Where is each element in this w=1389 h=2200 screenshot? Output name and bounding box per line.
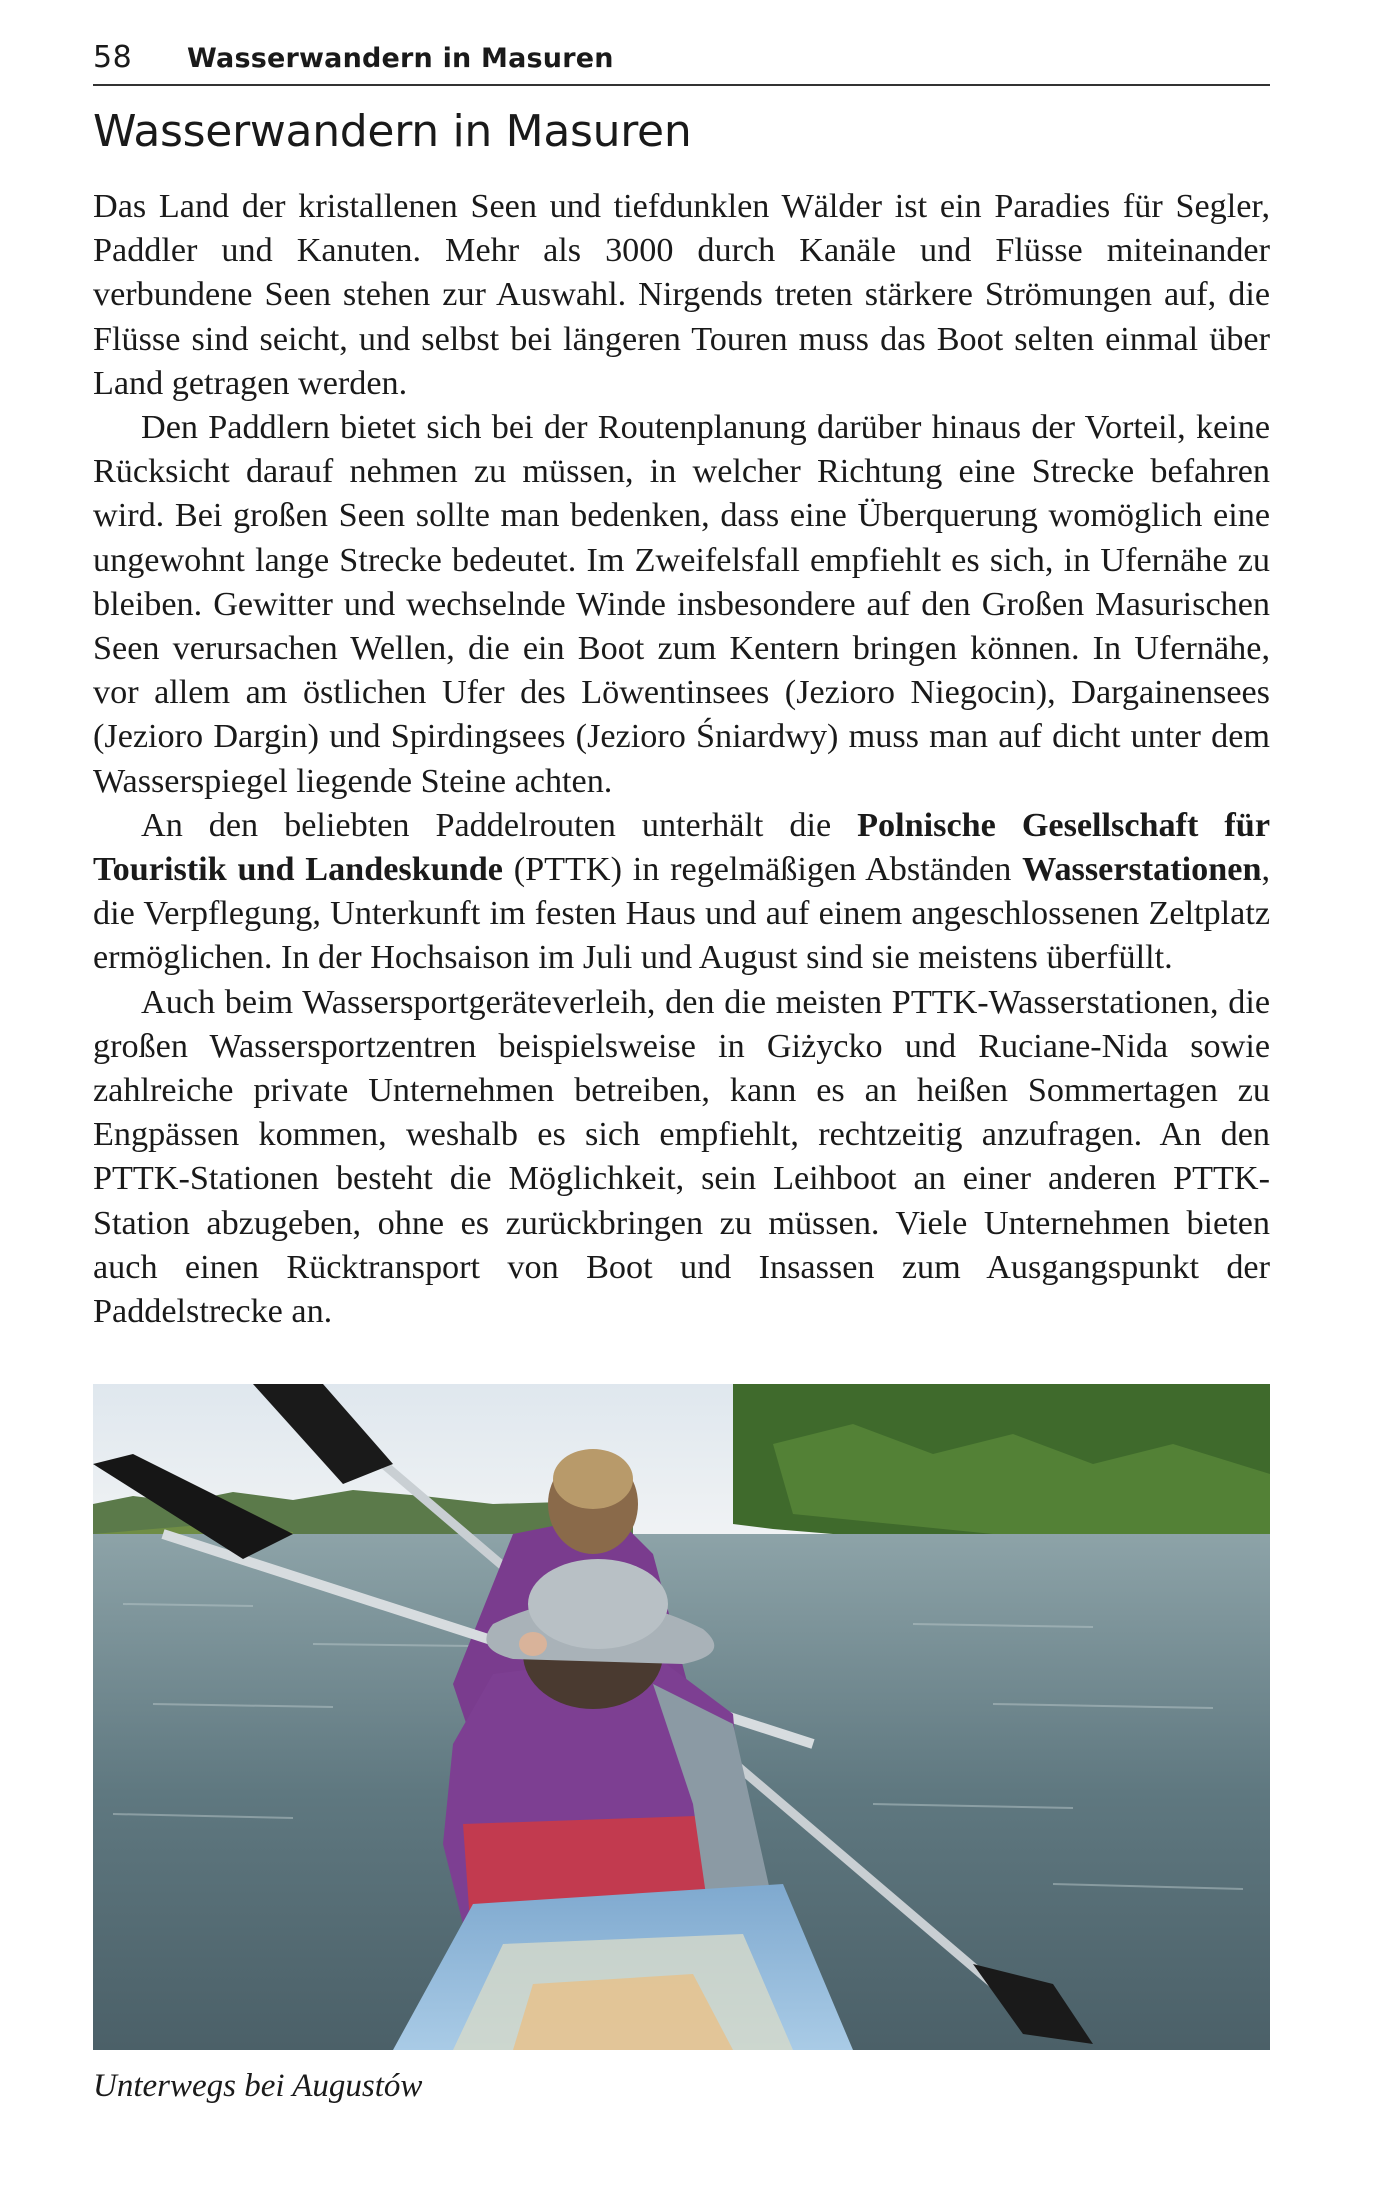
paragraph-1: Das Land der kristallenen Seen und tiefdunklen Wälder ist ein Paradies für Segler, Paddler und Kanuten. Mehr als 3000 durch Kanäle und Flüsse miteinander verbundene Seen stehen zur Auswahl. Nirgends treten stärkere Strömungen auf, die Flüsse sind seicht, und selbst bei längeren Touren muss das Boot selten einmal über Land getragen werden. <box>93 188 1270 402</box>
body-text <box>93 185 1270 1334</box>
wasserstationen-bold: Wasserstationen <box>1022 851 1262 889</box>
running-title: Wasserwandern in Masuren <box>187 43 614 74</box>
book-page <box>93 40 1270 2104</box>
photo-caption: Unterwegs bei Augustów <box>93 2068 423 2104</box>
running-header <box>93 40 1270 86</box>
page-number: 58 <box>93 40 133 75</box>
canoe-photo-illustration <box>93 1384 1270 2050</box>
paragraph-3-text-c: (PTTK) in regelmäßigen Abständen <box>502 851 1023 889</box>
canoe-photo <box>93 1384 1270 2050</box>
section-title: Wasserwandern in Masuren <box>93 106 692 157</box>
paragraph-3 <box>93 804 1270 981</box>
paragraph-4: Auch beim Wassersportgeräteverleih, den die meisten PTTK-Wasserstationen, die großen Wassersportzentren beispielsweise in Giżycko und Ruciane-Nida sowie zahlreiche private Unternehmen betreiben, kann es an heißen Sommertagen zu Engpässen kommen, weshalb es sich empfiehlt, rechtzeitig anzufragen. An den PTTK-Stationen besteht die Möglichkeit, sein Leihboot an einer anderen PTTK-Station abzugeben, ohne es zurückbringen zu müssen. Viele Unternehmen bieten auch einen Rücktransport von Boot und Insassen zum Ausgangspunkt der Paddelstrecke an. <box>93 983 1270 1331</box>
paragraph-3-text-a: An den beliebten Paddelrouten unterhält die <box>141 806 858 844</box>
paragraph-2: Den Paddlern bietet sich bei der Routenplanung darüber hinaus der Vorteil, keine Rücksicht darauf nehmen zu müssen, in welcher Richtung eine Strecke befahren wird. Bei großen Seen sollte man bedenken, dass eine Überquerung womöglich eine ungewohnt lange Strecke bedeutet. Im Zweifelsfall empfiehlt es sich, in Ufernähe zu bleiben. Gewitter und wechselnde Winde insbesondere auf den Großen Masurischen Seen verursachen Wellen, die ein Boot zum Kentern bringen können. In Ufernähe, vor allem am östlichen Ufer des Löwentinsees (Jezioro Niegocin), Dargainensees (Jezioro Dargin) und Spirdingsees (Jezioro Śniardwy) muss man auf dicht unter dem Wasserspiegel liegende Steine achten. <box>93 409 1270 800</box>
paragraph-3-text-e: , die Verpflegung, Unterkunft im festen Haus und auf einem angeschlossenen Zeltplatz ermöglichen. In der Hochsaison im Juli und August sind sie meistens überfüllt. <box>93 851 1270 977</box>
pttk-name-bold: Polnische Gesellschaft für Touristik und Landeskunde <box>93 806 1270 889</box>
